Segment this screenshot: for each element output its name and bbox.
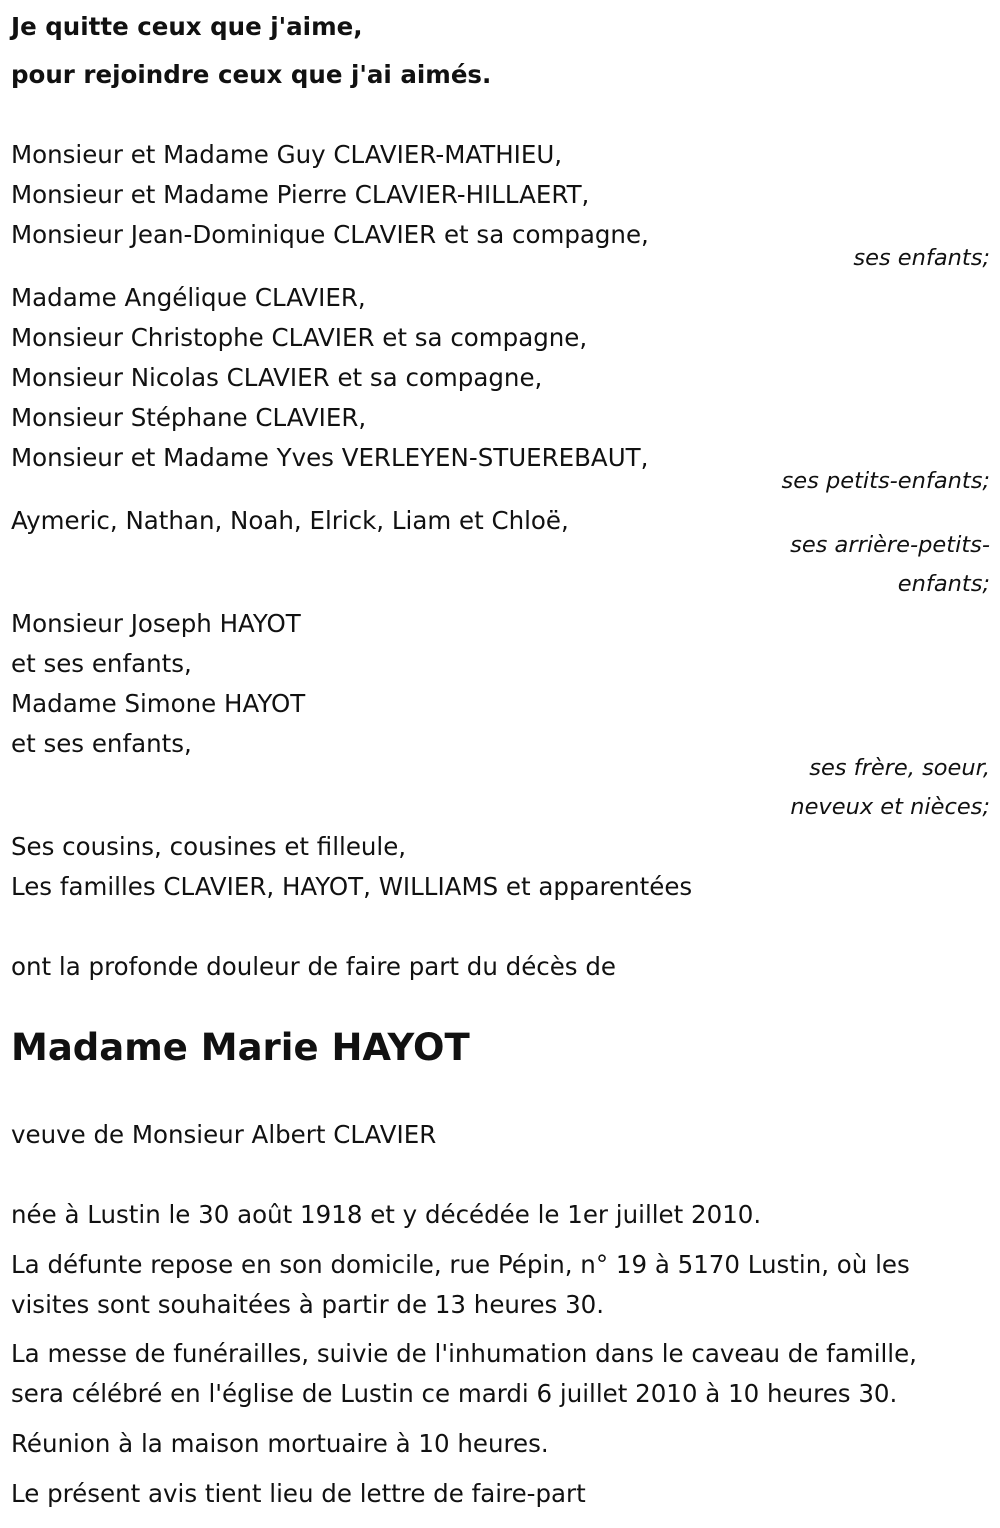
family-member: Monsieur Joseph HAYOT [11, 609, 301, 638]
family-member: Les familles CLAVIER, HAYOT, WILLIAMS et apparentées [11, 872, 693, 901]
family-member: Aymeric, Nathan, Noah, Elrick, Liam et Chloë, [11, 506, 569, 535]
detail-line: Le présent avis tient lieu de lettre de faire-part [11, 1479, 586, 1508]
widow-of-text: veuve de Monsieur Albert CLAVIER [11, 1120, 437, 1149]
relation-label-siblings: ses frère, soeur, [809, 755, 990, 781]
family-member: Monsieur et Madame Guy CLAVIER-MATHIEU, [11, 140, 563, 169]
family-member: Monsieur et Madame Yves VERLEYEN-STUEREBAUT, [11, 443, 649, 472]
relation-label-grandchildren: ses petits-enfants; [781, 468, 990, 494]
family-member: Monsieur Jean-Dominique CLAVIER et sa compagne, [11, 220, 649, 249]
family-member: Monsieur Stéphane CLAVIER, [11, 403, 367, 432]
relation-label-siblings: neveux et nièces; [790, 794, 990, 820]
detail-line: La messe de funérailles, suivie de l'inhumation dans le caveau de famille, [11, 1339, 917, 1368]
epigraph-line: pour rejoindre ceux que j'ai aimés. [11, 60, 492, 89]
family-member: et ses enfants, [11, 729, 192, 758]
relation-label-children: ses enfants; [853, 245, 990, 271]
epigraph-line: Je quitte ceux que j'aime, [11, 12, 363, 41]
deceased-name: Madame Marie HAYOT [11, 1026, 470, 1069]
family-member: Monsieur Christophe CLAVIER et sa compagne, [11, 323, 588, 352]
family-member: et ses enfants, [11, 649, 192, 678]
relation-label-great-grandchildren: ses arrière-petits- [790, 532, 990, 558]
detail-line: La défunte repose en son domicile, rue Pépin, n° 19 à 5170 Lustin, où les [11, 1250, 910, 1279]
detail-line: visites sont souhaitées à partir de 13 heures 30. [11, 1290, 605, 1319]
family-member: Monsieur Nicolas CLAVIER et sa compagne, [11, 363, 543, 392]
family-member: Madame Angélique CLAVIER, [11, 283, 366, 312]
family-member: Monsieur et Madame Pierre CLAVIER-HILLAERT, [11, 180, 590, 209]
detail-line: née à Lustin le 30 août 1918 et y décédée le 1er juillet 2010. [11, 1200, 762, 1229]
detail-line: Réunion à la maison mortuaire à 10 heures. [11, 1429, 549, 1458]
detail-line: sera célébré en l'église de Lustin ce mardi 6 juillet 2010 à 10 heures 30. [11, 1379, 898, 1408]
relation-label-great-grandchildren: enfants; [897, 571, 990, 597]
family-member: Ses cousins, cousines et filleule, [11, 832, 407, 861]
announcement-text: ont la profonde douleur de faire part du décès de [11, 952, 616, 981]
family-member: Madame Simone HAYOT [11, 689, 306, 718]
